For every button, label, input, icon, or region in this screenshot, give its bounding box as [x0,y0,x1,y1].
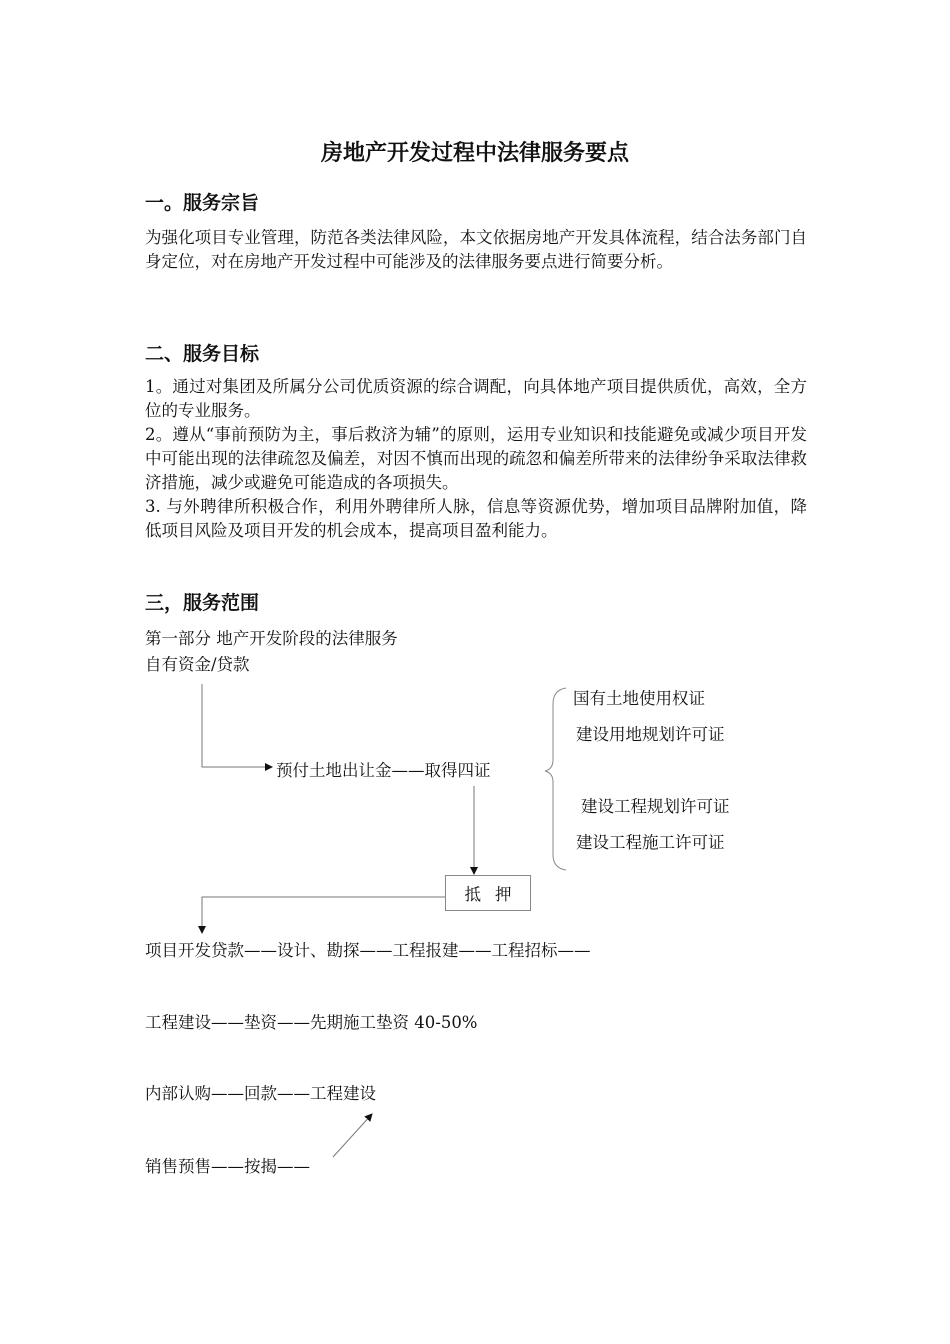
goal-item-3: 3. 与外聘律所积极合作，利用外聘律所人脉，信息等资源优势，增加项目品牌附加值，降低项目风险及项目开发的机会成本，提高项目盈利能力。 [145,497,807,540]
flow-prepay: 预付土地出让金——取得四证 [276,761,491,780]
section-heading-scope: 三，服务范围 [145,592,260,614]
arrow-funding-to-prepay [202,684,272,767]
goal-item-1: 1。通过对集团及所属分公司优质资源的综合调配，向具体地产项目提供质优，高效，全方位的专业服务。 [145,377,807,420]
goal-item-2: 2。遵从“事前预防为主，事后救济为辅”的原则，运用专业知识和技能避免或减少项目开发中可能出现的法律疏忽及偏差，对因不慎而出现的疏忽和偏差所带来的法律纷争采取法律救济措施，减少或避免可能造成的各项损失。 [145,425,807,492]
page-title: 房地产开发过程中法律服务要点 [320,141,629,166]
mortgage-box: 抵押 [445,875,531,911]
flow-line-subscription: 内部认购——回款——工程建设 [145,1084,376,1103]
flow-line-presale: 销售预售——按揭—— [145,1157,310,1176]
flow-line-construction: 工程建设——垫资——先期施工垫资 40-50% [145,1013,478,1032]
arrow-mortgage-to-loan [202,897,445,933]
flow-line-loan: 项目开发贷款——设计、勘探——工程报建——工程招标—— [145,941,591,960]
arrow-presale-to-construction [333,1114,372,1157]
section-body-purpose: 为强化项目专业管理，防范各类法律风险，本文依据房地产开发具体流程，结合法务部门自身定位，对在房地产开发过程中可能涉及的法律服务要点进行简要分析。 [145,228,807,271]
certificates-brace [545,688,566,870]
flow-funding: 自有资金/贷款 [145,655,250,674]
section-heading-goals: 二、服务目标 [145,343,260,365]
part-title: 第一部分 地产开发阶段的法律服务 [145,629,398,648]
cert-land-planning: 建设用地规划许可证 [576,725,725,744]
cert-construction-planning: 建设工程规划许可证 [581,797,730,816]
cert-construction-permit: 建设工程施工许可证 [576,833,725,852]
section-heading-purpose: 一。服务宗旨 [145,192,260,214]
cert-land-use: 国有土地使用权证 [573,689,705,708]
